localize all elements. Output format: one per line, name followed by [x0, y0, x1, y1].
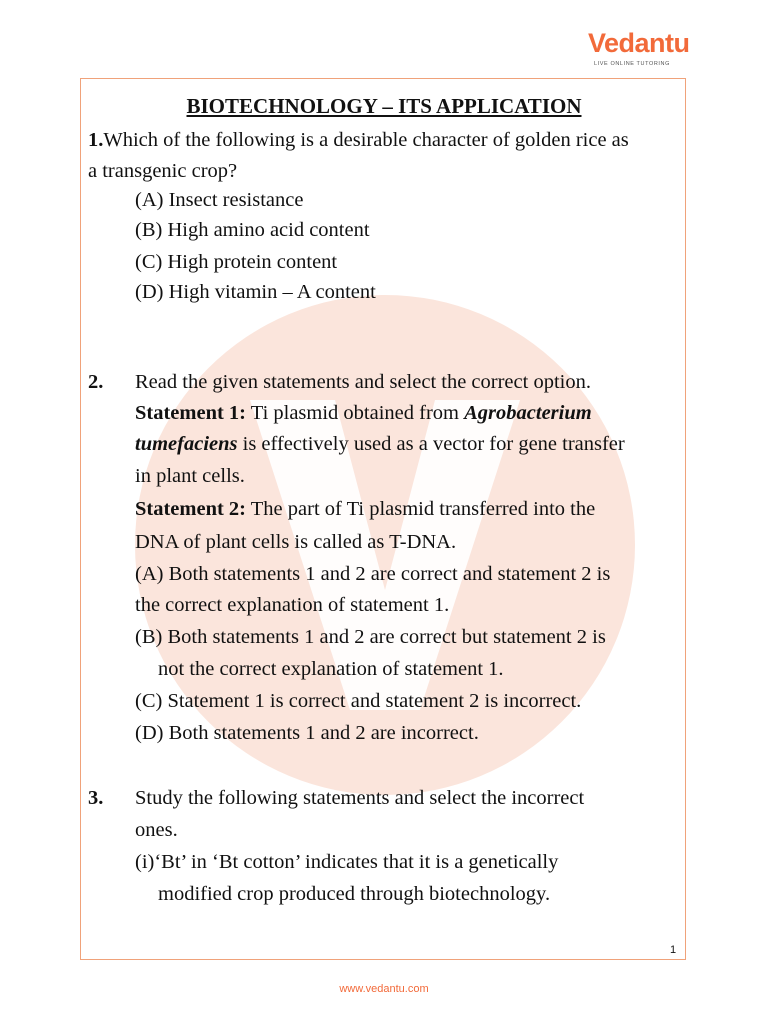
- q2-option-c: (C) Statement 1 is correct and statement 2 is incorrect.: [135, 690, 582, 712]
- q2-s2-text-a: The part of Ti plasmid transferred into the: [246, 498, 596, 520]
- q2-s2-label: Statement 2:: [135, 498, 247, 520]
- q1-option-b: (B) High amino acid content: [135, 219, 370, 241]
- q2-s1-text-c: in plant cells.: [135, 465, 245, 487]
- q2-number: 2.: [88, 371, 104, 393]
- q1-option-d: (D) High vitamin – A content: [135, 281, 376, 303]
- page-title: BIOTECHNOLOGY – ITS APPLICATION: [186, 94, 582, 118]
- q1-option-c: (C) High protein content: [135, 251, 338, 273]
- page-number: 1: [670, 944, 677, 956]
- q2-option-b-line-1: (B) Both statements 1 and 2 are correct but statement 2 is: [135, 626, 606, 648]
- q3-text-1: Study the following statements and select the incorrect: [135, 787, 585, 809]
- logo-tagline: LIVE ONLINE TUTORING: [594, 61, 670, 67]
- q2-option-d: (D) Both statements 1 and 2 are incorrect.: [135, 722, 479, 744]
- q1-line-1: [88, 127, 629, 153]
- q2-option-b-line-2: not the correct explanation of statement 1.: [158, 658, 504, 680]
- q2-statement-2-line-1: [135, 496, 595, 522]
- q2-s1-italic-b: tumefaciens: [135, 433, 238, 455]
- q1-option-a: (A) Insect resistance: [135, 189, 304, 211]
- q1-text-2: a transgenic crop?: [88, 160, 238, 182]
- q2-intro: Read the given statements and select the correct option.: [135, 371, 591, 393]
- q2-s1-text-a: Ti plasmid obtained from: [246, 402, 465, 424]
- q3-item-1-line-1: (i)‘Bt’ in ‘Bt cotton’ indicates that it is a genetically: [135, 851, 559, 873]
- footer-website-link[interactable]: www.vedantu.com: [339, 983, 429, 995]
- q2-statement-1-line-2: [135, 431, 625, 457]
- q3-number: 3.: [88, 787, 104, 809]
- q2-option-a-line-2: the correct explanation of statement 1.: [135, 594, 450, 616]
- logo-wordmark: Vedantu: [588, 28, 690, 58]
- q2-s2-text-b: DNA of plant cells is called as T-DNA.: [135, 531, 457, 553]
- q3-item-1-line-2: modified crop produced through biotechnology.: [158, 883, 551, 905]
- q2-s1-italic-a: Agrobacterium: [464, 402, 592, 424]
- q3-text-2: ones.: [135, 819, 178, 841]
- q1-number: 1.: [88, 129, 104, 151]
- q2-s1-label: Statement 1:: [135, 402, 247, 424]
- q1-text-1: Which of the following is a desirable character of golden rice as: [103, 129, 629, 151]
- q2-statement-1-line-1: [135, 400, 592, 426]
- q2-option-a-line-1: (A) Both statements 1 and 2 are correct and statement 2 is: [135, 563, 611, 585]
- q2-s1-text-b: is effectively used as a vector for gene transfer: [237, 433, 625, 455]
